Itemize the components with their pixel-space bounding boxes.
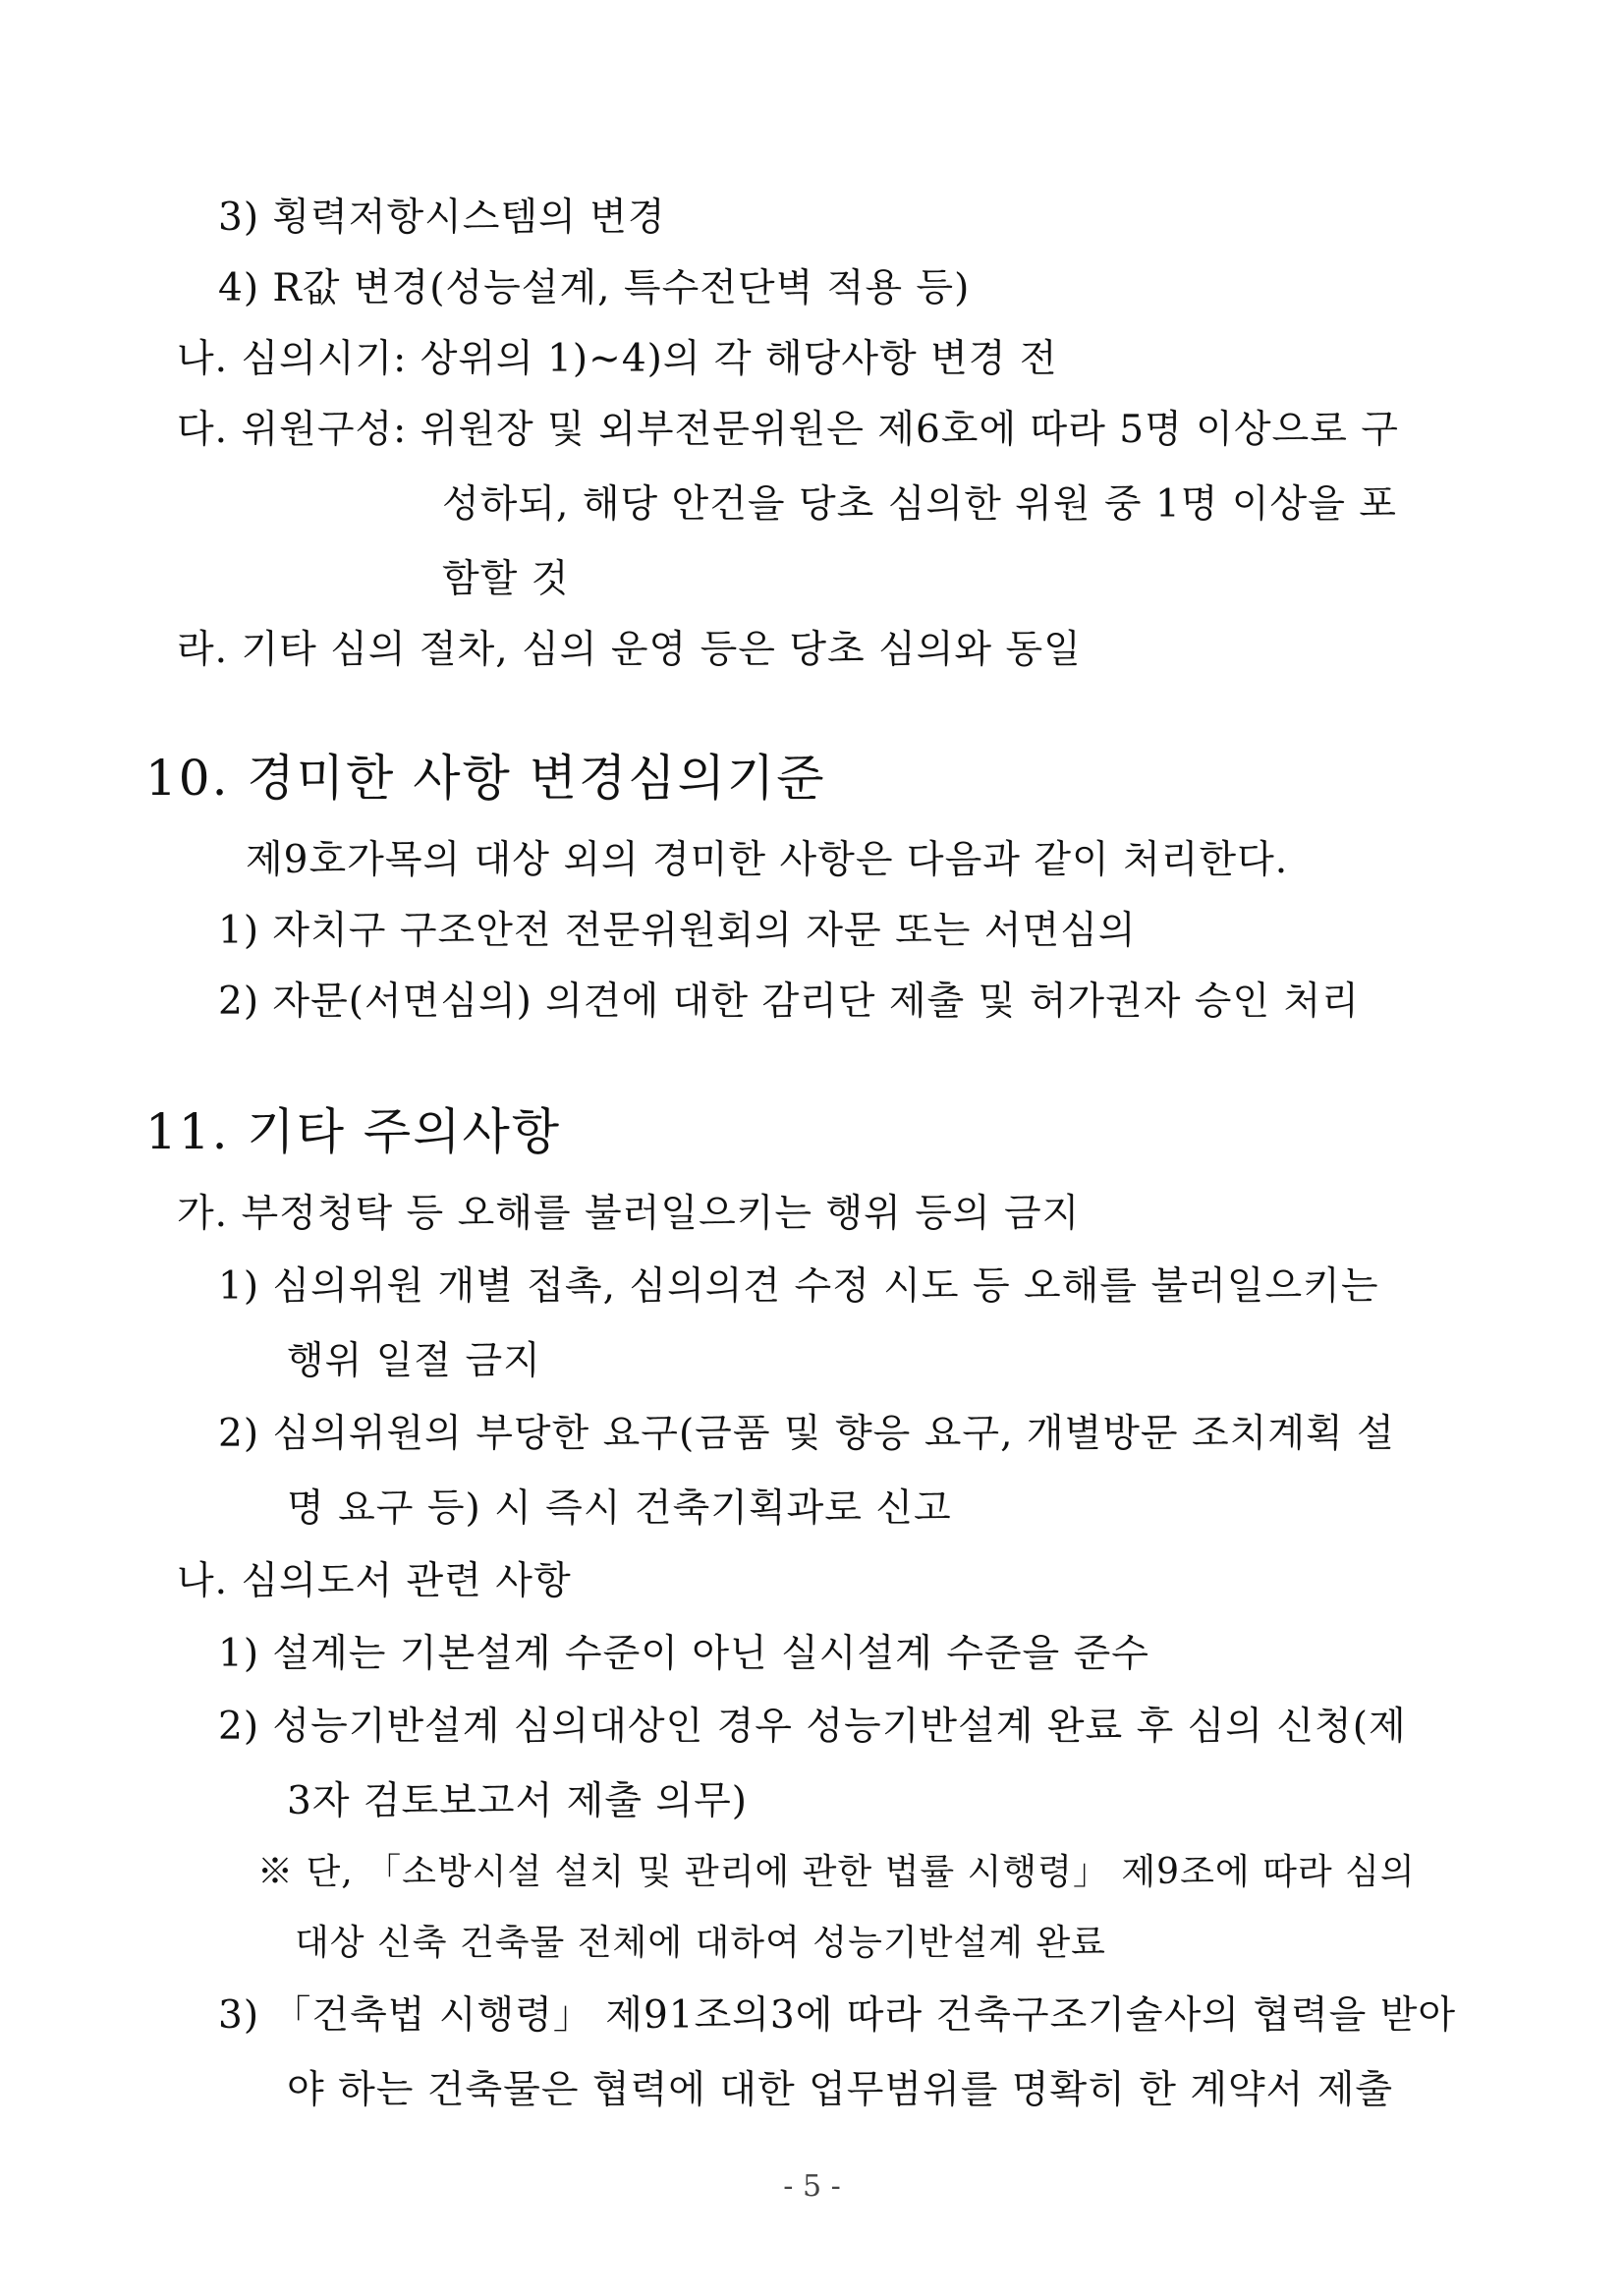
section9-item4: 4) R값 변경(성능설계, 특수전단벽 적용 등)	[218, 266, 971, 310]
section11-ga2-line2: 명 요구 등) 시 즉시 건축기획과로 신고	[287, 1486, 952, 1531]
section9-ra: 라. 기타 심의 절차, 심의 운영 등은 당초 심의와 동일	[177, 628, 1082, 672]
section11-ga2-line1: 2) 심의위원의 부당한 요구(금품 및 향응 요구, 개별방문 조치계획 설	[218, 1412, 1395, 1456]
section9-da-line2: 성하되, 해당 안건을 당초 심의한 위원 중 1명 이상을 포	[442, 482, 1397, 527]
section11-ga1-line1: 1) 심의위원 개별 접촉, 심의의견 수정 시도 등 오해를 불러일으키는	[218, 1264, 1379, 1309]
section10-item1: 1) 자치구 구조안전 전문위원회의 자문 또는 서면심의	[218, 909, 1137, 953]
section11-na1: 1) 설계는 기본설계 수준이 아닌 실시설계 수준을 준수	[218, 1632, 1149, 1676]
section9-item3: 3) 횡력저항시스템의 변경	[218, 196, 666, 240]
section9-da-line1: 다. 위원구성: 위원장 및 외부전문위원은 제6호에 따라 5명 이상으로 구	[177, 408, 1399, 452]
section11-na: 나. 심의도서 관련 사항	[177, 1559, 572, 1603]
section11-ga1-line2: 행위 일절 금지	[287, 1339, 541, 1383]
section10-heading: 10. 경미한 사항 변경심의기준	[145, 750, 826, 807]
section9-na: 나. 심의시기: 상위의 1)~4)의 각 해당사항 변경 전	[177, 337, 1058, 381]
section11-heading: 11. 기타 주의사항	[145, 1103, 562, 1160]
section10-intro: 제9호가목의 대상 외의 경미한 사항은 다음과 같이 처리한다.	[246, 838, 1289, 882]
section9-da-line3: 함할 것	[442, 557, 570, 601]
section10-item2: 2) 자문(서면심의) 의견에 대한 감리단 제출 및 허가권자 승인 처리	[218, 980, 1360, 1024]
section11-note-line1: ※ 단, 「소방시설 설치 및 관리에 관한 법률 시행령」 제9조에 따라 심의	[257, 1852, 1416, 1892]
section11-na3-line2: 야 하는 건축물은 협력에 대한 업무범위를 명확히 한 계약서 제출	[287, 2068, 1394, 2112]
section11-note-line2: 대상 신축 건축물 전체에 대하여 성능기반설계 완료	[295, 1923, 1106, 1963]
section11-na2-line2: 3자 검토보고서 제출 의무)	[287, 1779, 748, 1823]
section11-na2-line1: 2) 성능기반설계 심의대상인 경우 성능기반설계 완료 후 심의 신청(제	[218, 1705, 1407, 1749]
page-number: - 5 -	[783, 2169, 841, 2204]
section11-na3-line1: 3) 「건축법 시행령」 제91조의3에 따라 건축구조기술사의 협력을 받아	[218, 1993, 1457, 2038]
section11-ga: 가. 부정청탁 등 오해를 불러일으키는 행위 등의 금지	[177, 1192, 1081, 1236]
